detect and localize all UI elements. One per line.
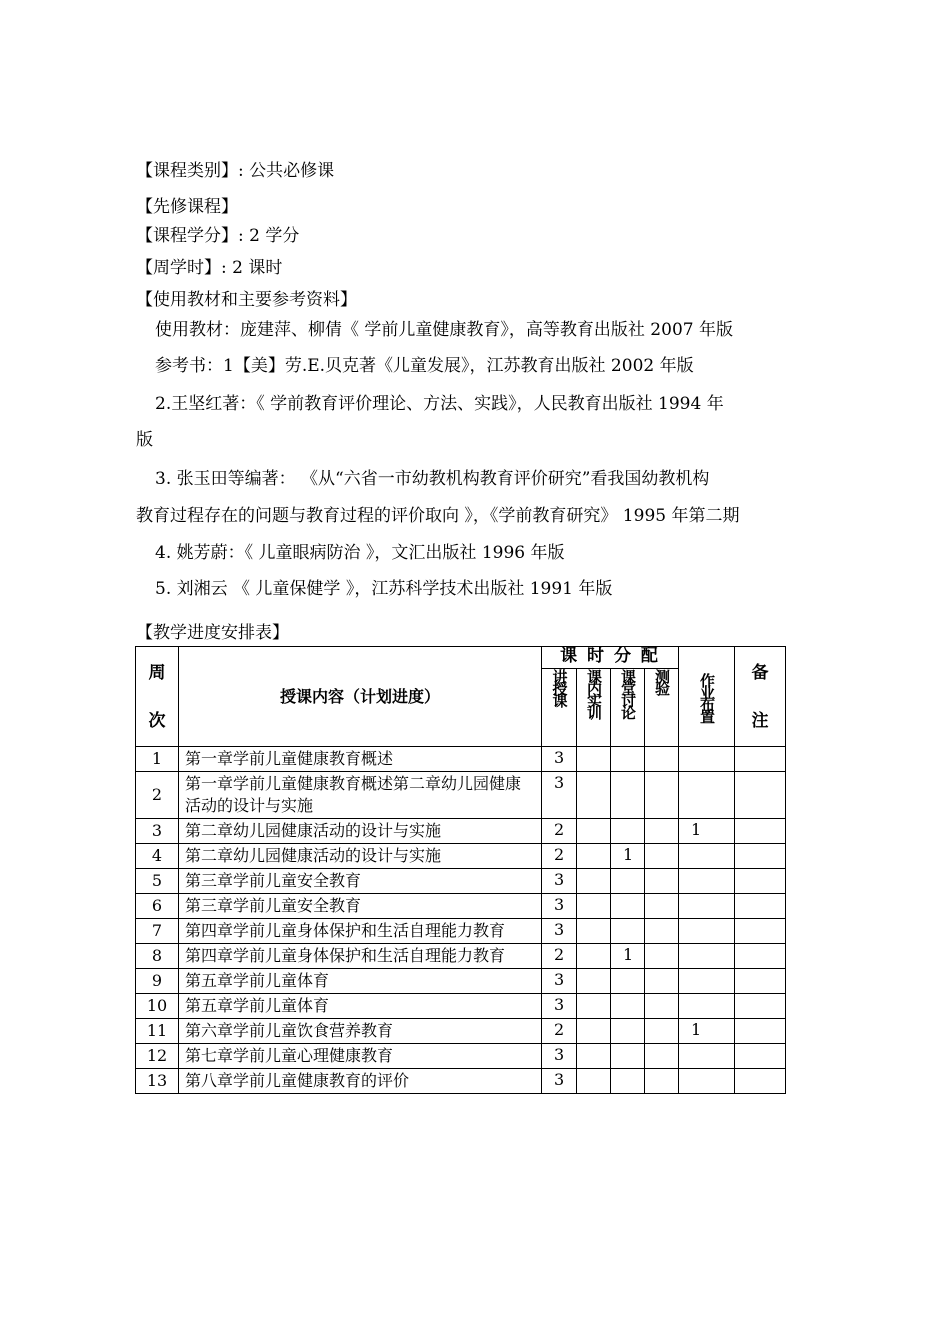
discussion-cell: 1	[611, 944, 645, 969]
lecture-cell: 2	[542, 1019, 577, 1044]
content-cell: 第五章学前儿童体育	[179, 994, 542, 1019]
table-row	[136, 772, 786, 819]
content-cell: 第一章学前儿童健康教育概述第二章幼儿园健康活动的设计与实施	[179, 772, 542, 819]
homework-header: 作业布置	[679, 647, 735, 747]
test-cell	[645, 1069, 679, 1094]
course-category: 【课程类别】: 公共必修课	[136, 161, 335, 181]
table-row	[136, 819, 786, 844]
reference-5: 5. 刘湘云 《 儿童保健学 》，江苏科学技术出版社 1991 年版	[155, 579, 613, 599]
homework-cell	[679, 894, 735, 919]
test-cell	[645, 944, 679, 969]
week-cell: 8	[136, 944, 179, 969]
practice-cell	[577, 869, 611, 894]
practice-cell	[577, 894, 611, 919]
discussion-cell	[611, 919, 645, 944]
week-cell: 1	[136, 747, 179, 772]
content-cell: 第二章幼儿园健康活动的设计与实施	[179, 844, 542, 869]
discussion-cell	[611, 994, 645, 1019]
remark-cell	[735, 919, 786, 944]
content-cell: 第三章学前儿童安全教育	[179, 894, 542, 919]
week-cell: 12	[136, 1044, 179, 1069]
reference-2-line-2: 版	[136, 430, 153, 450]
practice-header: 课内实训	[577, 669, 611, 747]
table-row	[136, 1044, 786, 1069]
lecture-cell: 2	[542, 819, 577, 844]
homework-cell	[679, 747, 735, 772]
homework-cell: 1	[679, 819, 735, 844]
practice-cell	[577, 844, 611, 869]
homework-cell	[679, 772, 735, 819]
week-cell: 7	[136, 919, 179, 944]
materials-heading: 【使用教材和主要参考资料】	[136, 290, 357, 310]
practice-cell	[577, 819, 611, 844]
discussion-cell	[611, 819, 645, 844]
practice-cell	[577, 1019, 611, 1044]
remark-cell	[735, 994, 786, 1019]
remark-cell	[735, 819, 786, 844]
homework-cell	[679, 994, 735, 1019]
remark-cell	[735, 772, 786, 819]
lecture-cell: 3	[542, 894, 577, 919]
week-cell: 6	[136, 894, 179, 919]
weekly-hours: 【周学时】: 2 课时	[136, 258, 283, 278]
test-header: 测验	[645, 669, 679, 747]
table-row	[136, 919, 786, 944]
discussion-cell	[611, 1044, 645, 1069]
reference-3-line-2: 教育过程存在的问题与教育过程的评价取向 》，《学前教育研究》 1995 年第二期	[136, 506, 740, 526]
reference-3-line-1: 3. 张玉田等编著： 《从“六省一市幼教机构教育评价研究”看我国幼教机构	[155, 469, 710, 489]
content-cell: 第四章学前儿童身体保护和生活自理能力教育	[179, 944, 542, 969]
practice-cell	[577, 969, 611, 994]
discussion-cell	[611, 869, 645, 894]
homework-cell	[679, 944, 735, 969]
test-cell	[645, 772, 679, 819]
week-cell: 2	[136, 772, 179, 819]
test-cell	[645, 994, 679, 1019]
homework-cell	[679, 1044, 735, 1069]
homework-cell	[679, 919, 735, 944]
reference-4: 4. 姚芳蔚：《 儿童眼病防治 》，文汇出版社 1996 年版	[155, 543, 565, 563]
week-cell: 11	[136, 1019, 179, 1044]
test-cell	[645, 819, 679, 844]
homework-cell	[679, 1069, 735, 1094]
test-cell	[645, 1019, 679, 1044]
header-row	[136, 647, 786, 669]
table-row	[136, 844, 786, 869]
content-cell: 第六章学前儿童饮食营养教育	[179, 1019, 542, 1044]
homework-cell	[679, 844, 735, 869]
lecture-cell: 2	[542, 844, 577, 869]
lecture-cell: 3	[542, 1069, 577, 1094]
content-cell: 第二章幼儿园健康活动的设计与实施	[179, 819, 542, 844]
discussion-cell	[611, 969, 645, 994]
discussion-cell	[611, 747, 645, 772]
lecture-cell: 3	[542, 994, 577, 1019]
remark-cell	[735, 1044, 786, 1069]
remark-cell	[735, 1019, 786, 1044]
lecture-header: 讲授课	[542, 669, 577, 747]
test-cell	[645, 919, 679, 944]
homework-cell	[679, 969, 735, 994]
test-cell	[645, 894, 679, 919]
textbook-line: 使用教材：庞建萍、柳倩《 学前儿童健康教育》，高等教育出版社 2007 年版	[155, 320, 733, 340]
homework-cell	[679, 869, 735, 894]
lecture-cell: 3	[542, 869, 577, 894]
week-cell: 13	[136, 1069, 179, 1094]
practice-cell	[577, 919, 611, 944]
practice-cell	[577, 1069, 611, 1094]
week-cell: 10	[136, 994, 179, 1019]
homework-cell: 1	[679, 1019, 735, 1044]
remark-cell	[735, 747, 786, 772]
lecture-cell: 3	[542, 747, 577, 772]
discussion-cell	[611, 894, 645, 919]
content-cell: 第三章学前儿童安全教育	[179, 869, 542, 894]
remark-cell	[735, 844, 786, 869]
table-row	[136, 944, 786, 969]
reference-2-line-1: 2.王坚红著：《 学前教育评价理论、方法、实践》，人民教育出版社 1994 年	[155, 394, 724, 414]
week-cell: 9	[136, 969, 179, 994]
discussion-cell: 1	[611, 844, 645, 869]
week-cell: 5	[136, 869, 179, 894]
remark-cell	[735, 1069, 786, 1094]
content-cell: 第五章学前儿童体育	[179, 969, 542, 994]
table-row	[136, 1019, 786, 1044]
discussion-cell	[611, 772, 645, 819]
remark-cell	[735, 944, 786, 969]
reference-1: 参考书：1【美】劳.E.贝克著《儿童发展》，江苏教育出版社 2002 年版	[155, 356, 694, 376]
practice-cell	[577, 1044, 611, 1069]
schedule-heading: 【教学进度安排表】	[136, 623, 289, 643]
test-cell	[645, 869, 679, 894]
practice-cell	[577, 747, 611, 772]
lecture-cell: 3	[542, 1044, 577, 1069]
content-cell: 第七章学前儿童心理健康教育	[179, 1044, 542, 1069]
remark-cell	[735, 969, 786, 994]
content-cell: 第四章学前儿童身体保护和生活自理能力教育	[179, 919, 542, 944]
content-header: 授课内容（计划进度）	[179, 647, 542, 747]
discussion-cell	[611, 1019, 645, 1044]
test-cell	[645, 969, 679, 994]
week-header: 周 次	[136, 647, 179, 747]
table-row	[136, 994, 786, 1019]
lecture-cell: 2	[542, 944, 577, 969]
practice-cell	[577, 772, 611, 819]
content-cell: 第八章学前儿童健康教育的评价	[179, 1069, 542, 1094]
test-cell	[645, 844, 679, 869]
schedule-table	[135, 646, 786, 1094]
content-cell: 第一章学前儿童健康教育概述	[179, 747, 542, 772]
lecture-cell: 3	[542, 969, 577, 994]
lecture-cell: 3	[542, 919, 577, 944]
table-row	[136, 894, 786, 919]
remark-cell	[735, 869, 786, 894]
practice-cell	[577, 944, 611, 969]
week-cell: 3	[136, 819, 179, 844]
test-cell	[645, 1044, 679, 1069]
week-cell: 4	[136, 844, 179, 869]
discussion-header: 课堂讨论	[611, 669, 645, 747]
discussion-cell	[611, 1069, 645, 1094]
table-row	[136, 969, 786, 994]
table-row	[136, 869, 786, 894]
table-row	[136, 747, 786, 772]
table-row	[136, 1069, 786, 1094]
lecture-cell: 3	[542, 772, 577, 819]
remark-cell	[735, 894, 786, 919]
hours-group-header: 课 时 分 配	[542, 647, 679, 669]
practice-cell	[577, 994, 611, 1019]
course-credits: 【课程学分】: 2 学分	[136, 226, 300, 246]
remark-header: 备 注	[735, 647, 786, 747]
test-cell	[645, 747, 679, 772]
prerequisite-heading: 【先修课程】	[136, 197, 238, 217]
